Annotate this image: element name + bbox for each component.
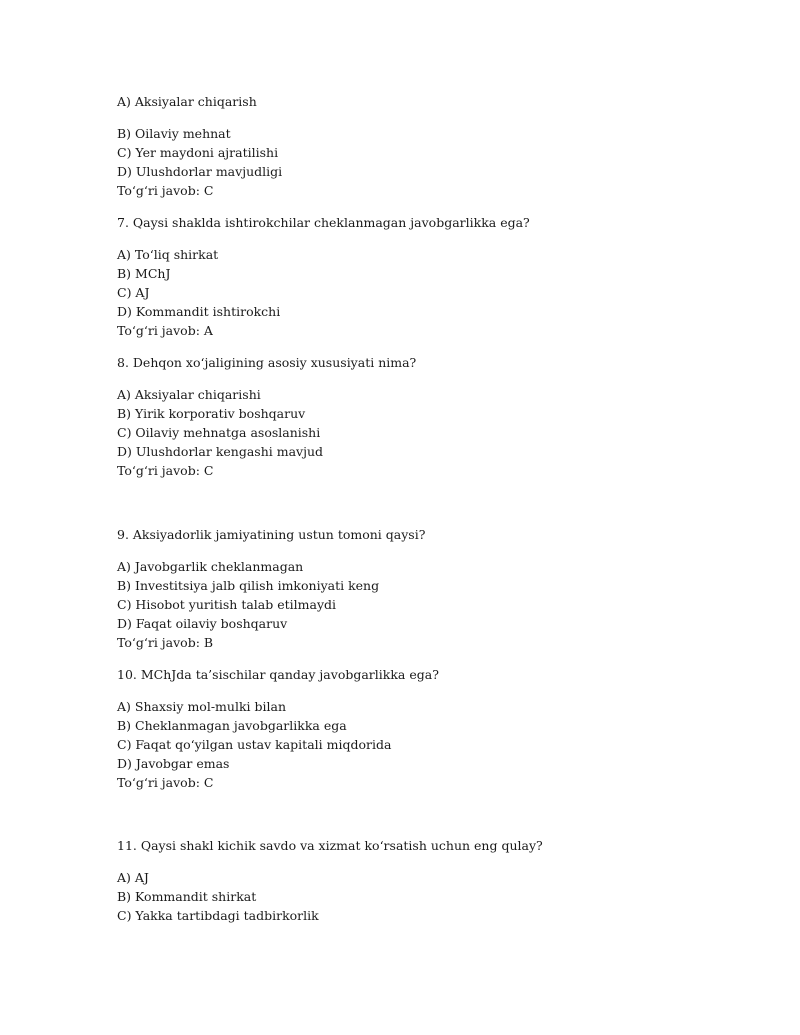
option-c: C) Oilaviy mehnatga asoslanishi (117, 425, 321, 440)
option-c: C) Faqat qo‘yilgan ustav kapitali miqdorida (117, 737, 392, 752)
option-c: C) Hisobot yuritish talab etilmaydi (117, 597, 337, 612)
question-8: 8. Dehqon xo‘jaligining asosiy xususiyati nima? (117, 355, 417, 370)
option-b: B) Oilaviy mehnat (117, 126, 231, 141)
correct-answer: To‘g‘ri javob: C (117, 183, 214, 198)
question-7: 7. Qaysi shaklda ishtirokchilar cheklanmagan javobgarlikka ega? (117, 215, 530, 230)
option-a: A) Aksiyalar chiqarish (117, 94, 257, 109)
option-d: D) Ulushdorlar mavjudligi (117, 164, 283, 179)
option-a: A) Shaxsiy mol-mulki bilan (117, 699, 286, 714)
option-b: B) MChJ (117, 266, 171, 281)
option-d: D) Faqat oilaviy boshqaruv (117, 616, 288, 631)
question-11: 11. Qaysi shakl kichik savdo va xizmat ko‘rsatish uchun eng qulay? (117, 838, 543, 853)
option-b: B) Cheklanmagan javobgarlikka ega (117, 718, 347, 733)
correct-answer: To‘g‘ri javob: B (117, 635, 214, 650)
option-a: A) Aksiyalar chiqarishi (117, 387, 261, 402)
correct-answer: To‘g‘ri javob: C (117, 775, 214, 790)
option-d: D) Ulushdorlar kengashi mavjud (117, 444, 324, 459)
option-b: B) Kommandit shirkat (117, 889, 257, 904)
option-b: B) Yirik korporativ boshqaruv (117, 406, 306, 421)
option-a: A) To‘liq shirkat (117, 247, 219, 262)
option-c: C) Yakka tartibdagi tadbirkorlik (117, 908, 319, 923)
option-d: D) Kommandit ishtirokchi (117, 304, 281, 319)
question-9: 9. Aksiyadorlik jamiyatining ustun tomoni qaysi? (117, 527, 426, 542)
option-b: B) Investitsiya jalb qilish imkoniyati keng (117, 578, 380, 593)
option-d: D) Javobgar emas (117, 756, 230, 771)
correct-answer: To‘g‘ri javob: A (117, 323, 213, 338)
option-a: A) Javobgarlik cheklanmagan (117, 559, 304, 574)
option-c: C) Yer maydoni ajratilishi (117, 145, 279, 160)
option-a: A) AJ (117, 870, 149, 885)
option-c: C) AJ (117, 285, 150, 300)
question-10: 10. MChJda ta’sischilar qanday javobgarlikka ega? (117, 667, 439, 682)
correct-answer: To‘g‘ri javob: C (117, 463, 214, 478)
